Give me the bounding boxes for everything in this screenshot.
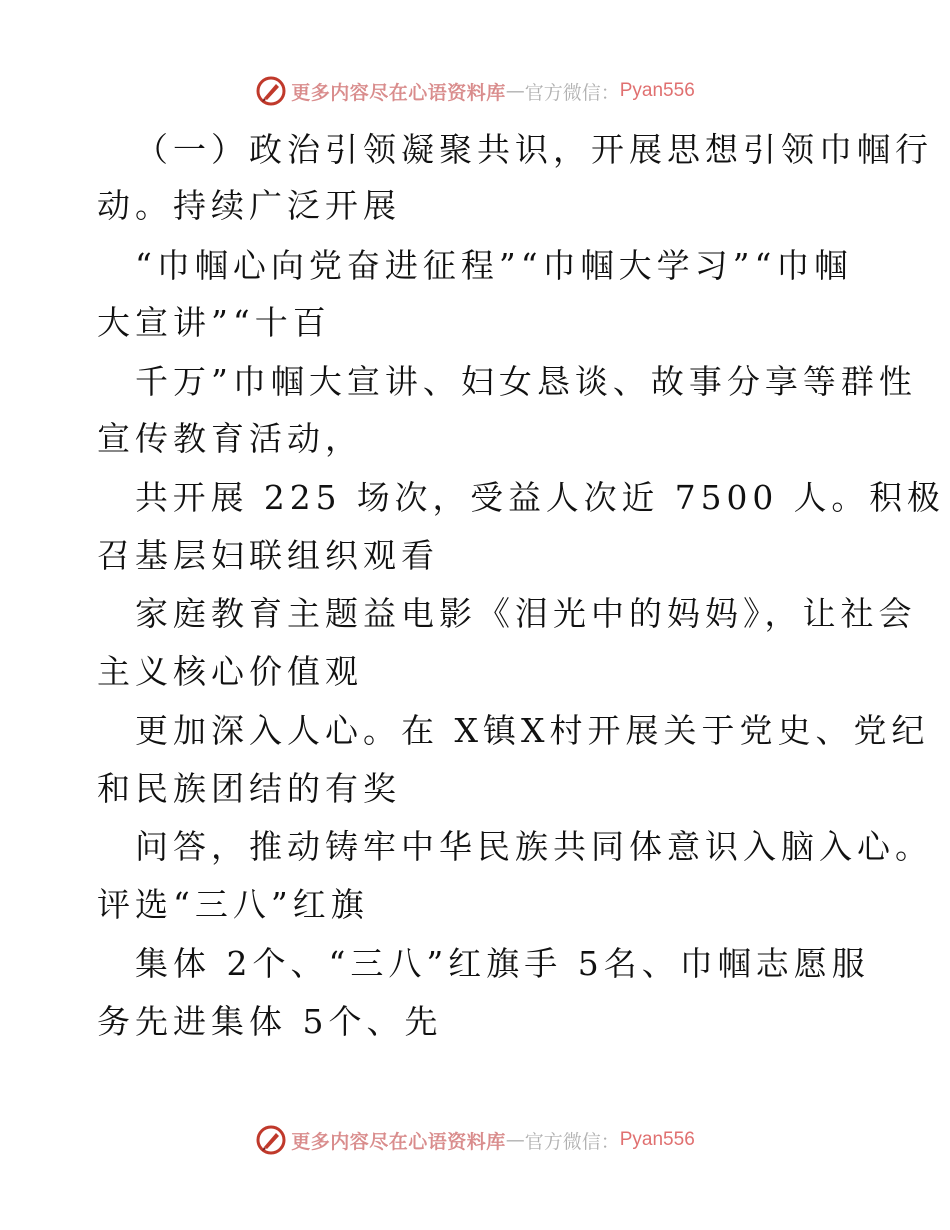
body-line: 问答，推动铸牢中华民族共同体意识入脑入心。 xyxy=(135,827,933,866)
header-wechat-label: 官方微信： xyxy=(524,81,620,104)
body-line: （一）政治引领凝聚共识，开展思想引领巾帼行 xyxy=(135,130,933,169)
body-line: 共开展 225 场次，受益人次近 7500 人。积极 xyxy=(135,478,945,517)
body-line: 主义核心价值观 xyxy=(97,652,363,691)
body-line: 更加深入人心。在 X镇X村开展关于党史、党纪 xyxy=(135,711,930,750)
body-line: 集体 2个、“三八”红旗手 5名、巾帼志愿服 xyxy=(135,944,870,983)
header-banner xyxy=(0,71,950,111)
header-separator: — xyxy=(505,80,525,102)
footer-wechat-label: 官方微信： xyxy=(524,1130,620,1153)
body-line: 动。持续广泛开展 xyxy=(97,186,401,225)
body-line: 评选“三八”红旗 xyxy=(97,885,369,924)
body-line: 和民族团结的有奖 xyxy=(97,769,401,808)
body-line: 家庭教育主题益电影《泪光中的妈妈》，让社会 xyxy=(135,594,917,633)
footer-separator: — xyxy=(505,1129,525,1151)
header-wechat-id: Pyan556 xyxy=(619,80,695,101)
body-line: 千万”巾帼大宣讲、妇女恳谈、故事分享等群性 xyxy=(135,362,917,401)
footer-banner xyxy=(0,1120,950,1160)
body-line: “巾帼心向党奋进征程”“巾帼大学习”“巾帼 xyxy=(135,246,853,285)
pen-logo-icon xyxy=(255,1124,287,1156)
pen-logo-icon xyxy=(255,75,287,107)
footer-wechat-id: Pyan556 xyxy=(619,1129,695,1150)
body-line: 召基层妇联组织观看 xyxy=(97,536,439,575)
body-line: 务先进集体 5个、先 xyxy=(97,1002,443,1041)
body-line: 大宣讲”“十百 xyxy=(97,303,331,342)
header-brand-text: 更多内容尽在心语资料库 xyxy=(291,81,506,104)
body-line: 宣传教育活动， xyxy=(97,419,363,458)
footer-brand-text: 更多内容尽在心语资料库 xyxy=(291,1130,506,1153)
